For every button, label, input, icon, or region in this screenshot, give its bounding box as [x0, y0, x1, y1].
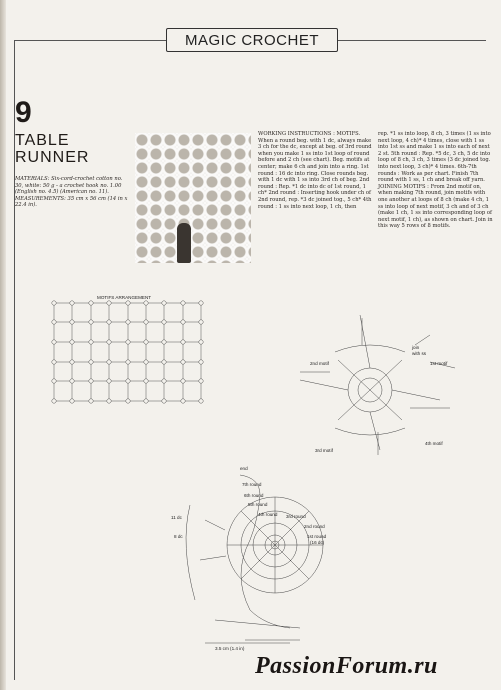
grid-joint: [52, 360, 56, 364]
grid-joint: [162, 360, 166, 364]
arrangement-title: MOTIFS ARRANGEMENT: [97, 295, 152, 300]
grid-joint: [89, 301, 93, 305]
joining-diagram: [300, 315, 455, 455]
grid-joint: [52, 320, 56, 324]
pattern-title-line-2: RUNNER: [15, 149, 90, 166]
grid-joint: [181, 320, 185, 324]
grid-joint: [181, 301, 185, 305]
join-label-2: with ss: [412, 351, 427, 356]
materials-text: : Six-cord-crochet cotton no. 30, white: 50 g - a crochet hook no. 1.00 (English no. 4.5) (American no. 11).: [15, 176, 123, 196]
pattern-title-line-1: TABLE: [15, 132, 70, 149]
grid-joint: [144, 340, 148, 344]
round-label-3: 3rd round: [286, 514, 306, 519]
grid-joint: [89, 320, 93, 324]
grid-joint: [144, 301, 148, 305]
grid-joint: [199, 301, 203, 305]
round-label-4: 4th round: [258, 512, 278, 517]
grid-joint: [199, 340, 203, 344]
grid-joint: [181, 379, 185, 383]
header-title: MAGIC CROCHET: [185, 31, 319, 49]
round-label-2: 2nd round: [304, 524, 325, 529]
arrangement-grid: [54, 303, 201, 401]
motif-label-4: 4th motif: [425, 441, 443, 446]
grid-joint: [89, 379, 93, 383]
grid-joint: [126, 360, 130, 364]
grid-joint: [107, 379, 111, 383]
grid-joint: [126, 399, 130, 403]
grid-joint: [70, 301, 74, 305]
pattern-number: 9: [15, 96, 32, 129]
round-label-1-sub: (16 dc): [310, 540, 325, 545]
arrangement-motif-cells: [52, 301, 203, 403]
grid-joint: [162, 320, 166, 324]
grid-joint: [144, 360, 148, 364]
grid-joint: [107, 360, 111, 364]
round-label-1: 1st round: [307, 534, 327, 539]
instructions-text-2: rep. *1 ss into loop, 8 ch, 3 times (1 ss into next loop, 4 ch)* 4 times, close with 1 ss into 1st ss and make 1 ss into each of next 2 st. 5th round : Rep. *5 dc, 3 ch, 5 dc into loop of 8 ch, 3 ch, 3 times (3 dc joined tog. into next loop, 3 ch)* 4 times. 6th-7th rounds : Work as per chart. Finish 7th round with 1 ss, 1 ch and break off yarn. JOINING MOTIFS : From 2nd motif on, when making 7th round, join motifs with one another at loops of 8 ch (make 4 ch, 1 ss into loop of next motif, 3 ch and of 3 ch (make 1 ch, 1 ss into corresponding loop of next motif, 1 ch), as shown on chart. Join in this way 5 rows of 8 motifs.: [378, 131, 493, 230]
grid-outline: [54, 303, 201, 401]
grid-joint: [181, 340, 185, 344]
grid-joint: [52, 379, 56, 383]
motif-label-3: 3rd motif: [315, 448, 333, 453]
grid-joint: [70, 360, 74, 364]
grid-joint: [107, 399, 111, 403]
round-label-6: 6th round: [244, 493, 264, 498]
grid-joint: [144, 379, 148, 383]
grid-joint: [199, 399, 203, 403]
scale-label: 3.5 cm (1.4 in): [215, 646, 245, 651]
dc-label-8: 8 dc: [174, 534, 183, 539]
grid-joint: [144, 320, 148, 324]
grid-joint: [199, 320, 203, 324]
motif-chart: [186, 475, 323, 640]
grid-joint: [162, 379, 166, 383]
grid-joint: [126, 320, 130, 324]
grid-joint: [199, 379, 203, 383]
grid-joint: [107, 301, 111, 305]
chart-end-label: end: [240, 466, 248, 471]
grid-joint: [162, 301, 166, 305]
grid-joint: [126, 340, 130, 344]
measurements-label: MEASUREMENTS: [15, 195, 65, 202]
grid-joint: [181, 399, 185, 403]
motif-label-2: 2nd motif: [310, 361, 329, 366]
grid-joint: [126, 379, 130, 383]
round-label-7: 7th round: [242, 482, 262, 487]
instructions-text-1: WORKING INSTRUCTIONS : MOTIFS. When a round beg. with 1 dc, always make 3 ch for the dc, except at beg. of 3rd round when you make 1 ss into 1st loop of round before and 2 ch (see chart). Beg. motifs at center; make 6 ch and join into a ring. 1st round : 16 dc into ring. Close rounds beg. with 1 dc with 1 ss into 3rd ch of beg. 2nd round : Rep. *1 dc into dc of 1st round, 1 ch* 2nd round : Inserting hook under ch of 2nd round, rep. *3 dc joined tog., 5 ch* 4th round : 1 ss into next loop, 1 ch, then: [258, 131, 372, 210]
grid-joint: [162, 340, 166, 344]
dc-label-11: 11 dc: [171, 515, 182, 520]
grid-joint: [126, 301, 130, 305]
grid-joint: [70, 320, 74, 324]
grid-joint: [107, 320, 111, 324]
grid-joint: [52, 399, 56, 403]
grid-joint: [70, 399, 74, 403]
grid-joint: [89, 340, 93, 344]
measurements-text: : 35 cm x 56 cm (14 in x 22.4 in).: [15, 195, 128, 209]
watermark: PassionForum.ru: [255, 653, 438, 679]
grid-joint: [70, 379, 74, 383]
grid-joint: [107, 340, 111, 344]
grid-joint: [199, 360, 203, 364]
grid-joint: [89, 399, 93, 403]
grid-joint: [162, 399, 166, 403]
motif-label-1: 1st motif: [430, 361, 448, 366]
grid-joint: [52, 340, 56, 344]
round-label-5: 5th round: [248, 502, 268, 507]
materials-label: MATERIALS: [15, 176, 48, 182]
grid-joint: [70, 340, 74, 344]
grid-joint: [181, 360, 185, 364]
grid-joint: [144, 399, 148, 403]
grid-joint: [52, 301, 56, 305]
join-label-1: join: [412, 345, 420, 350]
grid-joint: [89, 360, 93, 364]
